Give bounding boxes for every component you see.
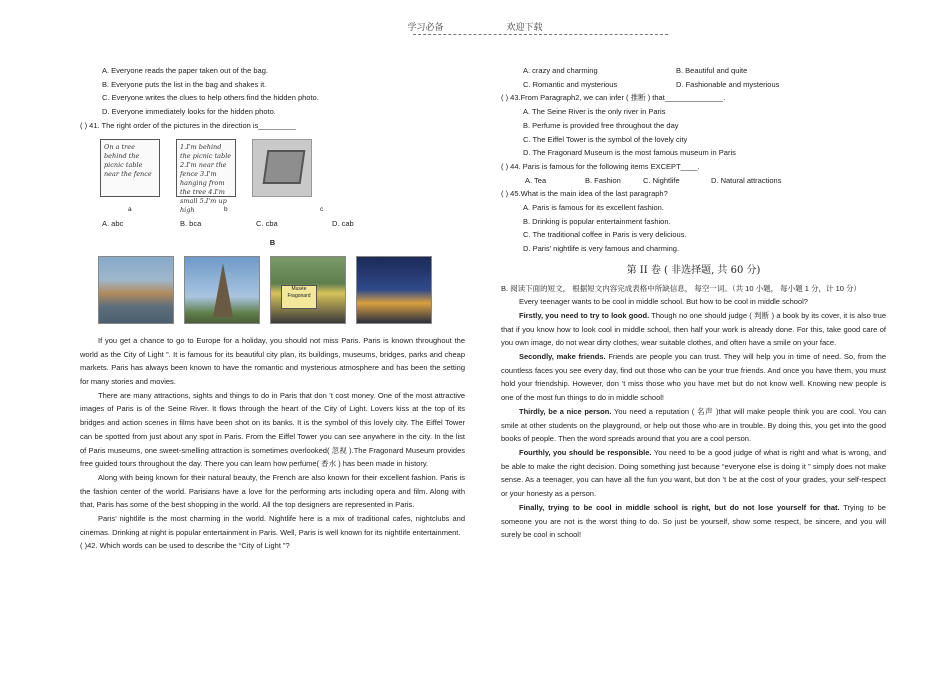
paris-photos: [98, 256, 465, 324]
q40-option-d: D. Everyone immediately looks for the hidden photo.: [102, 107, 276, 117]
picture-label-c: c: [320, 205, 324, 213]
essay-paragraph-3: [501, 405, 886, 446]
photo-seine-river: [98, 256, 174, 324]
q45-option-d: D. Paris’ nightlife is very famous and charming.: [523, 244, 680, 254]
essay-p4-body: You need to be a good judge of what is right and what is wrong, and be able to make the right decision. Doing something just because “everyone else is doing it ” simply does not make sense. As a teenager, you can have all the fun you want, but don ’t be at the cost of your grades, your self-respect or your honesty as a person.: [501, 447, 886, 499]
page-header: [0, 22, 950, 36]
picture-labels: [128, 203, 465, 217]
q40-option-c: C. Everyone writes the clues to help others find the hidden photo.: [102, 93, 319, 103]
q41-option-c: C. cba: [256, 218, 278, 228]
essay-p5-body: Trying to be someone you are not is the worst thing to do. So just be yourself, show some respect, be sincere, and you will surely be cool in school!: [501, 502, 886, 540]
q44-option-a: A. Tea: [525, 175, 547, 185]
essay-paragraph-5: [501, 501, 886, 542]
fragonard-sign-text: Musée Fragonard: [281, 285, 317, 309]
q45-option-c: C. The traditional coffee in Paris is very delicious.: [523, 230, 687, 240]
left-column: [80, 64, 465, 553]
essay-paragraph-2: [501, 350, 886, 405]
essay-p5-lead: Finally, trying to be cool in middle school is right, but do not lose yourself for that.: [519, 502, 840, 512]
essay-p2-lead: Secondly, make friends.: [519, 352, 606, 362]
q45-option-a: A. Paris is famous for its excellent fashion.: [523, 203, 664, 213]
q42-option-b: B. Beautiful and quite: [676, 66, 748, 75]
essay-p1-lead: Firstly, you need to try to look good.: [519, 310, 650, 320]
q42-options-row1: [501, 64, 886, 78]
q43-option-b: B. Perfume is provided free throughout the day: [523, 120, 679, 130]
essay-paragraph-1: [501, 309, 886, 350]
section-b-heading: B: [269, 238, 276, 248]
photo-paris-night: [356, 256, 432, 324]
header-dashed-line: [413, 34, 668, 35]
q41-options: [80, 217, 465, 231]
q41-option-b: B. bca: [180, 218, 202, 228]
essay-p1-body: Though no one should judge ( 判断 ) a book by its cover, it is also true that if you know how to look cool in middle school, then half your work is already done. For this, take good care of you own image, do not wear dirty clothes, wear suitable clothes, and often have a smile on your face.: [501, 310, 886, 348]
q44-option-b: B. Fashion: [585, 175, 621, 185]
q43-option-a: A. The Seine River is the only river in Paris: [523, 107, 666, 117]
passage-paragraph-3: Along with being known for their natural beauty, the French are also known for their excellent fashion. Paris is the fashion center of the world. Parisians have a love for the performing arts including opera and film. Along with that, Paris has some of the best shopping in the world. All the top designers are represented in Paris.: [80, 472, 465, 510]
passage-paragraph-2: There are many attractions, sights and things to do in Paris that don ’t cost money. One of the most attractive images of Paris is of the Seine River. It flows through the heart of the City of Light. Lovers kiss at the top of its bridges and action scenes in films have been shot on its banks. It is the symbol of this lovely city. The Eiffel Tower can be spotted from just about any spot in Paris. From the Eiffel Tower you can see anywhere in the city. In the list of Paris museums, one sweet-smelling attraction is sometimes overlooked( 忽视 ).The Fragonard Museum provides free guided tours throughout the day. There you can learn how perfume( 香水 ) has been made in history.: [80, 390, 465, 469]
header-left: 学习必备: [407, 23, 444, 33]
q42-options-row2: [501, 78, 886, 92]
q42-question: ( )42. Which words can be used to describe the “City of Light ”?: [80, 541, 290, 551]
q41-option-d: D. cab: [332, 218, 354, 228]
essay-p4-lead: Fourthly, you should be responsible.: [519, 447, 652, 457]
q44-option-d: D. Natural attractions: [711, 175, 782, 185]
q45-question: ( ) 45.What is the main idea of the last paragraph?: [501, 189, 668, 199]
q41-question: ( ) 41. The right order of the pictures in the direction is_________: [80, 120, 296, 130]
q42-option-c: C. Romantic and mysterious: [523, 79, 618, 89]
picture-c-box-photo: [252, 139, 312, 197]
picture-label-a: a: [128, 205, 132, 213]
right-column: [501, 64, 886, 542]
passage-paragraph-1: If you get a chance to go to Europe for a holiday, you should not miss Paris. Paris is known throughout the world as the City of Light ”. It is famous for its beautiful city plan, its buildings, museums, bridges, parks and cheap markets. Paris has always been known to have the romantic and mysterious atmosphere and has been the setting for many stories and movies.: [80, 335, 465, 387]
essay-p3-body: You need a reputation ( 名声 )that will make people think you are cool. You can smile at other students on the playground, or help out those who are in trouble. By doing this, you get into the good books of people. Then the word spreads around that you are a cool person.: [501, 406, 886, 444]
q42-option-a: A. crazy and charming: [523, 66, 598, 75]
passage-paragraph-4: Paris’ nightlife is the most charming in the world. Nightlife here is a mix of traditional cafes, nightclubs and cinemas. Drinking at night is popular entertainment in Paris. Well, Paris is well known for its nightlife entertainment.: [80, 514, 465, 537]
essay-paragraph-4: [501, 446, 886, 501]
picture-a: On a tree behind the picnic table near the fence: [100, 139, 160, 197]
header-right: 欢迎下载: [506, 23, 543, 33]
q43-option-d: D. The Fragonard Museum is the most famous museum in Paris: [523, 148, 736, 158]
q40-option-b: B. Everyone puts the list in the bag and shakes it.: [102, 79, 267, 89]
picture-label-b: b: [224, 205, 228, 213]
picture-b: 1.I'm behind the picnic table 2.I'm near the fence 3.I'm hanging from the tree 4.I'm small 5.I'm up high: [176, 139, 236, 197]
part-2-instructions: B. 阅读下面的短文， 根据短文内容完成表格中所缺信息， 每空一词。（共 10 小题， 每小题 1 分，计 10 分）: [501, 283, 862, 293]
photo-eiffel-tower: [184, 256, 260, 324]
q44-question: ( ) 44. Paris is famous for the following items EXCEPT____.: [501, 161, 700, 171]
q41-option-a: A. abc: [102, 218, 124, 228]
part-2-title: 第 II 卷 ( 非选择题, 共 60 分): [626, 264, 761, 276]
q43-question: ( ) 43.From Paragraph2, we can infer ( 推断 ) that______________.: [501, 93, 726, 103]
q40-option-a: A. Everyone reads the paper taken out of the bag.: [102, 66, 268, 75]
essay-intro: Every teenager wants to be cool in middle school. But how to be cool in middle school?: [519, 297, 808, 307]
essay-p3-lead: Thirdly, be a nice person.: [519, 406, 612, 416]
q44-option-c: C. Nightlife: [643, 175, 680, 185]
q45-option-b: B. Drinking is popular entertainment fashion.: [523, 216, 671, 226]
essay-p2-body: Friends are people you can trust. They will help you in time of need. So, from the countless faces you see every day, find out those who can be your true friends. And once you have them, you must hold your friendship. However, don ’t miss those who you have met but do not know well. Knowing new people is one of the most fun things to do in middle school!: [501, 352, 887, 403]
photo-fragonard-sign: [270, 256, 346, 324]
q42-option-d: D. Fashionable and mysterious: [676, 79, 780, 89]
q44-options: [501, 174, 886, 188]
q41-pictures: [100, 139, 465, 214]
q43-option-c: C. The Eiffel Tower is the symbol of the lovely city: [523, 134, 688, 144]
